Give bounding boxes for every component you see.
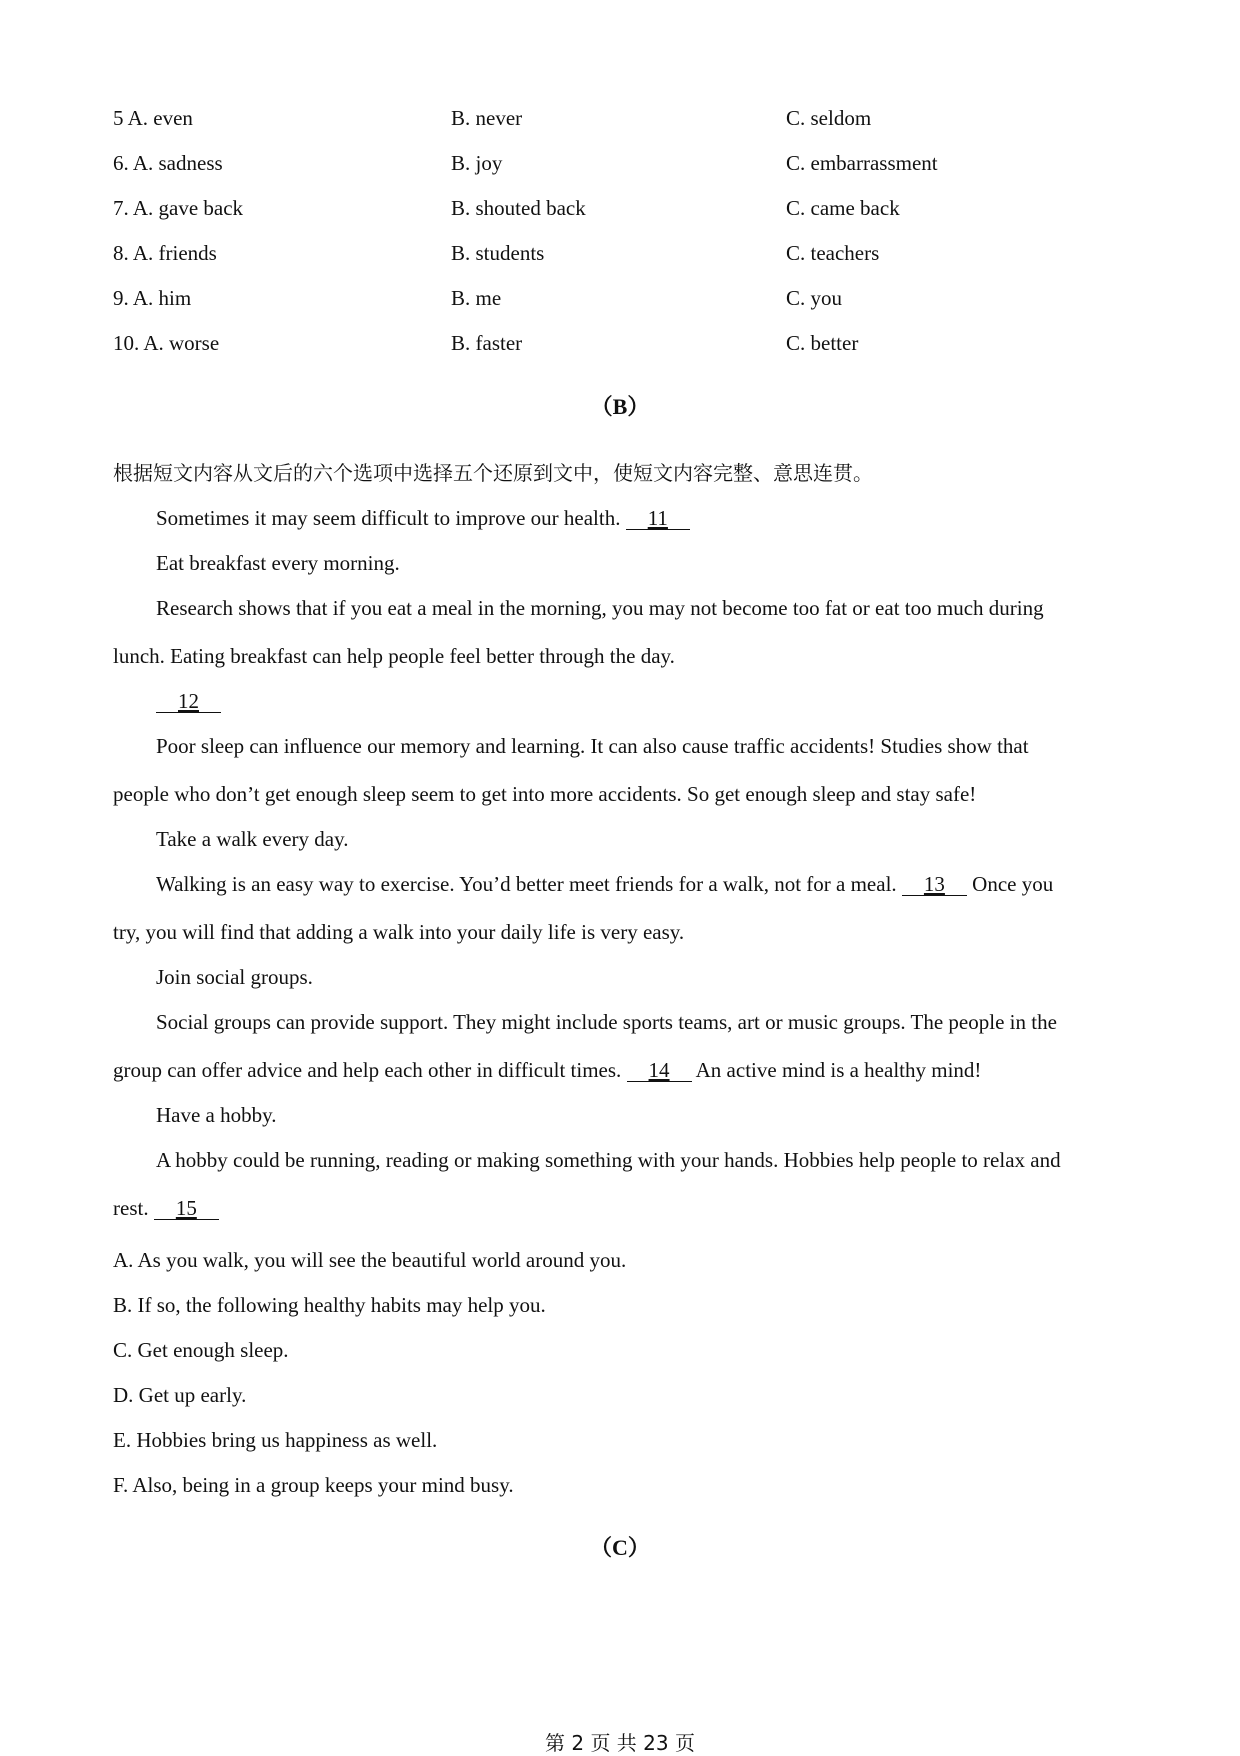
choice-d: D. Get up early. xyxy=(113,1383,247,1407)
passage-line xyxy=(113,1057,981,1083)
choice-e: E. Hobbies bring us happiness as well. xyxy=(113,1428,438,1452)
passage-text: people who don’t get enough sleep seem to get into more accidents. So get enough sleep and stay safe! xyxy=(113,782,977,806)
subheading-walk: Take a walk every day. xyxy=(156,827,349,851)
passage-text: lunch. Eating breakfast can help people feel better through the day. xyxy=(113,644,675,668)
option-10-a: 10. A. worse xyxy=(113,331,220,355)
passage-line xyxy=(113,1195,219,1221)
section-b-instructions: 根据短文内容从文后的六个选项中选择五个还原到文中，使短文内容完整、意思连贯。 xyxy=(113,461,873,485)
blank-number: 14 xyxy=(648,1058,670,1082)
blank-number: 11 xyxy=(647,506,668,530)
blank-14 xyxy=(627,1059,692,1082)
passage-line xyxy=(156,871,1053,897)
option-5-c: C. seldom xyxy=(786,106,872,130)
passage-text: try, you will find that adding a walk into your daily life is very easy. xyxy=(113,920,685,944)
passage-text: Research shows that if you eat a meal in the morning, you may not become too fat or eat too much during xyxy=(156,596,1044,620)
option-7-c: C. came back xyxy=(786,196,900,220)
choice-a: A. As you walk, you will see the beautiful world around you. xyxy=(113,1248,627,1272)
passage-text: Sometimes it may seem difficult to improve our health. xyxy=(156,506,621,530)
blank-12 xyxy=(156,690,221,713)
option-10-b: B. faster xyxy=(451,331,523,355)
subheading-hobby: Have a hobby. xyxy=(156,1103,277,1127)
passage-text: group can offer advice and help each other in difficult times. xyxy=(113,1058,622,1082)
passage-text: Once you xyxy=(972,872,1054,896)
blank-number: 12 xyxy=(178,689,199,713)
subheading-social: Join social groups. xyxy=(156,965,313,989)
choice-f: F. Also, being in a group keeps your mind busy. xyxy=(113,1473,514,1497)
option-6-a: 6. A. sadness xyxy=(113,151,223,175)
option-8-b: B. students xyxy=(451,241,545,265)
passage-text: Social groups can provide support. They might include sports teams, art or music groups. The people in the xyxy=(156,1010,1057,1034)
blank-13 xyxy=(902,873,967,896)
blank-number: 13 xyxy=(923,872,945,896)
option-5-a: 5 A. even xyxy=(113,106,193,130)
option-10-c: C. better xyxy=(786,331,859,355)
subheading-breakfast: Eat breakfast every morning. xyxy=(156,551,400,575)
passage-line xyxy=(156,505,690,531)
option-8-a: 8. A. friends xyxy=(113,241,217,265)
blank-number: 15 xyxy=(175,1196,197,1220)
option-6-b: B. joy xyxy=(451,151,503,175)
page-number: 第 2 页 共 23 页 xyxy=(545,1731,695,1755)
option-7-b: B. shouted back xyxy=(451,196,586,220)
passage-text: A hobby could be running, reading or making something with your hands. Hobbies help people to relax and xyxy=(156,1148,1061,1172)
option-5-b: B. never xyxy=(451,106,523,130)
blank-15 xyxy=(154,1197,219,1220)
choice-b: B. If so, the following healthy habits may help you. xyxy=(113,1293,546,1317)
option-8-c: C. teachers xyxy=(786,241,880,265)
section-b-heading: （B） xyxy=(590,394,650,419)
option-7-a: 7. A. gave back xyxy=(113,196,244,220)
option-9-a: 9. A. him xyxy=(113,286,192,310)
passage-line xyxy=(156,688,221,714)
option-9-c: C. you xyxy=(786,286,843,310)
passage-text: rest. xyxy=(113,1196,149,1220)
section-c-heading: （C） xyxy=(590,1535,650,1560)
option-9-b: B. me xyxy=(451,286,502,310)
choice-c: C. Get enough sleep. xyxy=(113,1338,289,1362)
option-6-c: C. embarrassment xyxy=(786,151,938,175)
blank-11 xyxy=(626,507,690,530)
passage-text: An active mind is a healthy mind! xyxy=(695,1058,982,1082)
passage-text: Walking is an easy way to exercise. You’d better meet friends for a walk, not for a meal. xyxy=(156,872,897,896)
passage-text: Poor sleep can influence our memory and learning. It can also cause traffic accidents! Studies show that xyxy=(156,734,1029,758)
